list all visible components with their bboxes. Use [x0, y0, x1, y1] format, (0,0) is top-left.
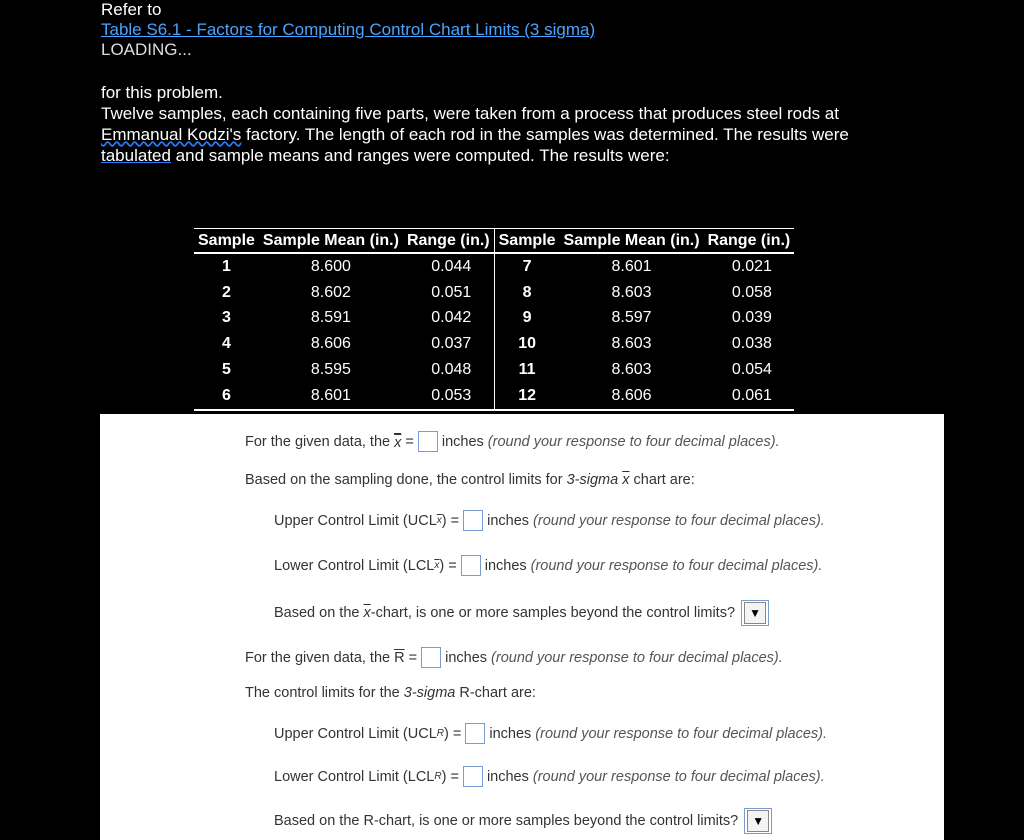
cell-sample: 9 [494, 306, 559, 332]
beyond-x-question [274, 600, 769, 626]
cell-sample: 1 [222, 257, 231, 275]
ucl-x-answer-input[interactable] [463, 510, 483, 531]
ucl-r-answer-input[interactable] [465, 723, 485, 744]
header-sample-2: Sample [494, 229, 559, 254]
paren-close: ) [439, 557, 445, 574]
sigma-text: 3-sigma [566, 472, 619, 488]
rounding-hint: (round your response to four decimal places). [533, 512, 825, 529]
beyond-r-dropdown[interactable] [744, 808, 772, 834]
inches-unit: inches [445, 649, 488, 666]
lcl-x-answer-input[interactable] [461, 555, 481, 576]
for-problem-text: for this problem. [101, 83, 223, 102]
lcl-r-answer-input[interactable] [463, 766, 483, 787]
intro [101, 0, 595, 60]
cell-mean: 8.591 [310, 309, 351, 327]
table-row [194, 357, 794, 383]
problem-statement [101, 82, 941, 166]
xbar-symbol: $\overline{x}$ [622, 472, 630, 488]
paren-close: ) [444, 725, 449, 742]
sigma-text: 3-sigma [403, 685, 456, 701]
cell-mean: 8.603 [611, 335, 652, 353]
cell-mean: 8.601 [259, 383, 403, 410]
cell-range: 0.058 [731, 283, 772, 301]
cell-range: 0.048 [431, 361, 472, 379]
problem-line-1: Twelve samples, each containing five parts, were taken from a process that produces steel rods at [101, 104, 839, 123]
loading-text: LOADING... [101, 40, 192, 59]
inches-unit: inches [487, 512, 530, 529]
sample-data-table [194, 228, 794, 411]
rounding-hint: (round your response to four decimal places). [487, 433, 780, 450]
lcl-r-question [274, 766, 825, 787]
cell-mean: 8.595 [310, 361, 351, 379]
question-panel [100, 414, 944, 840]
beyond-r-question [274, 808, 772, 834]
cell-sample: 12 [494, 383, 559, 410]
cell-sample: 2 [222, 283, 231, 301]
table-header-row [194, 229, 794, 254]
lcl-r-subscript: R [434, 771, 442, 782]
table-s6-1-link[interactable]: Table S6.1 - Factors for Computing Control Chart Limits (3 sigma) [101, 20, 596, 39]
rounding-hint: (round your response to four decimal places). [491, 649, 783, 666]
cell-range: 0.021 [731, 257, 772, 275]
equals-sign: = [450, 512, 460, 529]
xbarbar-question [245, 431, 780, 452]
problem-line-2: factory. The length of each rod in the samples was determined. The results were [241, 125, 849, 144]
equals-sign: = [452, 725, 462, 742]
inches-unit: inches [489, 725, 532, 742]
beyond-r-text: Based on the R-chart, is one or more samples beyond the control limits? [274, 813, 739, 829]
lcl-x-question [274, 555, 822, 576]
cell-sample: 7 [494, 253, 559, 280]
cell-sample: 6 [194, 383, 259, 410]
cell-range: 0.042 [431, 309, 472, 327]
xbarbar-prefix: For the given data, the [245, 433, 391, 450]
chart-are-text: chart are: [633, 472, 695, 488]
cell-sample: 10 [494, 331, 559, 357]
rbar-answer-input[interactable] [421, 647, 441, 668]
cell-sample: 4 [222, 335, 231, 353]
cell-mean: 8.602 [310, 283, 351, 301]
cell-range: 0.053 [403, 383, 494, 410]
beyond-x-dropdown[interactable] [741, 600, 769, 626]
tabulated-word: tabulated [101, 146, 171, 165]
cell-mean: 8.603 [611, 361, 652, 379]
ucl-r-question [274, 723, 827, 744]
cell-range: 0.038 [731, 335, 772, 353]
paren-close: ) [441, 512, 447, 529]
inches-unit: inches [484, 557, 527, 574]
equals-sign: = [450, 768, 459, 785]
ucl-x-question [274, 510, 825, 531]
cell-range: 0.054 [731, 361, 772, 379]
rbar-question [245, 647, 783, 668]
inches-unit: inches [486, 768, 529, 785]
rchart-are-text: R-chart are: [459, 685, 536, 701]
cell-mean: 8.597 [611, 309, 652, 327]
equals-sign: = [448, 557, 457, 574]
xbar-symbol: $\overline{x}$ [363, 605, 371, 621]
ucl-r-label: Upper Control Limit (UCL [274, 725, 437, 742]
cell-range: 0.061 [704, 383, 795, 410]
ucl-x-subscript: $\overline{x}$ [436, 515, 442, 526]
inches-unit: inches [441, 433, 484, 450]
table-row [194, 280, 794, 306]
equals-sign: = [408, 649, 418, 666]
table-row [194, 253, 794, 280]
xchart-intro-text: Based on the sampling done, the control limits for [245, 472, 563, 488]
table-row [194, 306, 794, 332]
chevron-down-icon: ▼ [747, 810, 769, 832]
rounding-hint: (round your response to four decimal places). [530, 557, 823, 574]
ucl-r-subscript: R [436, 728, 445, 739]
header-range-1: Range (in.) [403, 229, 494, 254]
header-sample-1: Sample [194, 229, 259, 254]
paren-close: ) [441, 768, 447, 785]
cell-range: 0.037 [431, 335, 472, 353]
rchart-intro-text: The control limits for the [245, 685, 400, 701]
lcl-x-subscript: $\overline{x}$ [434, 560, 440, 571]
cell-mean: 8.601 [611, 257, 652, 275]
cell-mean: 8.606 [560, 383, 704, 410]
lcl-r-label: Lower Control Limit (LCL [274, 768, 435, 785]
table-row [194, 331, 794, 357]
header-range-2: Range (in.) [704, 229, 795, 254]
factory-name: Emmanual Kodzi's [101, 125, 242, 144]
lcl-x-label: Lower Control Limit (LCL [274, 557, 435, 574]
cell-mean: 8.606 [310, 335, 351, 353]
refer-text: Refer to [101, 0, 162, 19]
chevron-down-icon: ▼ [744, 602, 766, 624]
rchart-intro [245, 685, 536, 701]
cell-mean: 8.603 [611, 283, 652, 301]
table-row [194, 383, 794, 410]
problem-line-3: and sample means and ranges were computed. The results were: [170, 146, 670, 165]
xbarbar-answer-input[interactable] [418, 431, 438, 452]
cell-range: 0.051 [431, 283, 472, 301]
cell-sample: 3 [222, 309, 231, 327]
beyond-x-text: -chart, is one or more samples beyond the control limits? [370, 605, 736, 621]
ucl-x-label: Upper Control Limit (UCL [274, 512, 437, 529]
rounding-hint: (round your response to four decimal places). [532, 768, 825, 785]
header-mean-1: Sample Mean (in.) [259, 229, 403, 254]
header-mean-2: Sample Mean (in.) [560, 229, 704, 254]
cell-mean: 8.600 [310, 257, 351, 275]
rbar-prefix: For the given data, the [245, 649, 391, 666]
cell-sample: 11 [494, 357, 559, 383]
xchart-intro [245, 472, 695, 488]
cell-range: 0.039 [731, 309, 772, 327]
equals-sign: = [405, 433, 414, 450]
rounding-hint: (round your response to four decimal places). [535, 725, 828, 742]
rbar-symbol: $\overline{R}$ [394, 649, 405, 666]
cell-sample: 8 [494, 280, 559, 306]
xbarbar-symbol: $\overline{x}$ [394, 434, 402, 451]
cell-sample: 5 [222, 361, 231, 379]
beyond-x-prefix: Based on the [274, 605, 360, 621]
cell-range: 0.044 [431, 257, 472, 275]
